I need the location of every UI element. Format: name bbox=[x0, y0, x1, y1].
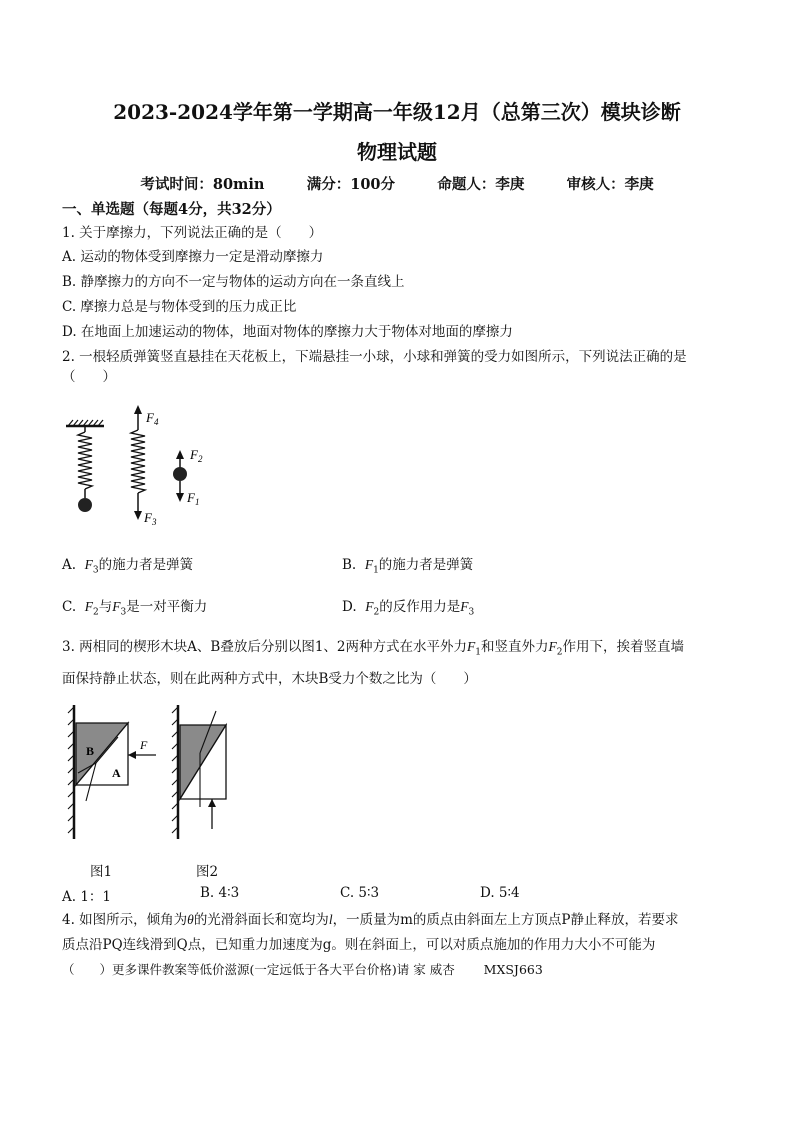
q2-option-c: C. $F_2$与$F_3$是一对平衡力 bbox=[62, 599, 208, 618]
q2-option-d: D. $F_2$的反作用力是$F_3$ bbox=[342, 599, 475, 618]
label-f2: $F_2$ bbox=[190, 447, 203, 464]
q4-line3: （ ）更多课件教案等低价滋源(一定远低于各大平台价格)请 家 威杏 MXSJ663 bbox=[62, 962, 543, 977]
q2-option-a: A. $F_3$的施力者是弹簧 bbox=[62, 557, 194, 576]
q1-option-a: A. 运动的物体受到摩擦力一定是滑动摩擦力 bbox=[62, 249, 324, 265]
q3-figure-2 bbox=[170, 703, 260, 843]
section-heading: 一、单选题（每题4分，共32分） bbox=[62, 201, 281, 218]
label-f1: $F_1$ bbox=[187, 490, 200, 507]
q2-stem: 2. 一根轻质弹簧竖直悬挂在天花板上，下端悬挂一小球，小球和弹簧的受力如图所示，下列说法正确的是（ ） bbox=[62, 349, 687, 385]
label-b: B bbox=[86, 744, 95, 758]
exam-meta bbox=[0, 173, 794, 194]
q1-option-c: C. 摩擦力总是与物体受到的压力成正比 bbox=[62, 299, 297, 315]
q1-option-d: D. 在地面上加速运动的物体，地面对物体的摩擦力大于物体对地面的摩擦力 bbox=[62, 324, 513, 340]
subject-title: 物理试题 bbox=[357, 140, 437, 164]
q1-stem: 1. 关于摩擦力，下列说法正确的是（ ） bbox=[62, 225, 323, 241]
label-f: F bbox=[140, 738, 148, 752]
q4-line1: 4. 如图所示，倾角为θ的光滑斜面长和宽均为l，一质量为m的质点由斜面左上方顶点P静止释放，若要求 bbox=[62, 912, 679, 928]
q3-stem-line1: 3. 两相同的楔形木块A、B叠放后分别以图1、2两种方式在水平外力$F_1$和竖直外力$F_2$作用下，挨着竖直墙 bbox=[62, 639, 684, 658]
label-a: A bbox=[112, 766, 121, 780]
q3-stem-line2: 面保持静止状态，则在此两种方式中，木块B受力个数之比为（ ） bbox=[62, 671, 477, 687]
hanging-spring bbox=[78, 432, 92, 489]
isolated-ball bbox=[173, 467, 187, 481]
isolated-spring bbox=[131, 430, 145, 493]
q3-option-b: B. 4∶3 bbox=[200, 885, 240, 901]
page-title: 2023-2024学年第一学期高一年级12月（总第三次）模块诊断 bbox=[113, 100, 681, 124]
exam-time: 考试时间：80min bbox=[140, 176, 265, 193]
reviewer: 审核人：李庚 bbox=[566, 176, 654, 193]
caption-figure-2: 图2 bbox=[196, 864, 219, 880]
q1-option-b: B. 静摩擦力的方向不一定与物体的运动方向在一条直线上 bbox=[62, 274, 405, 290]
q2-option-b: B. $F_1$的施力者是弹簧 bbox=[342, 557, 474, 576]
full-score: 满分：100分 bbox=[306, 176, 396, 193]
q4-line2: 质点沿PQ连线滑到Q点，已知重力加速度为g。则在斜面上，可以对质点施加的作用力大小不可能为 bbox=[62, 937, 656, 953]
q3-figure-1 bbox=[66, 703, 166, 843]
label-f4: $F_4$ bbox=[146, 410, 159, 427]
ball bbox=[78, 498, 92, 512]
caption-figure-1: 图1 bbox=[90, 864, 113, 880]
q3-option-d: D. 5∶4 bbox=[480, 885, 520, 901]
label-f3: $F_3$ bbox=[144, 510, 157, 527]
q2-spring-figure bbox=[62, 402, 222, 530]
q3-option-c: C. 5∶3 bbox=[340, 885, 380, 901]
setter: 命题人：李庚 bbox=[437, 176, 525, 193]
q3-option-a: A. 1：1 bbox=[62, 889, 112, 905]
